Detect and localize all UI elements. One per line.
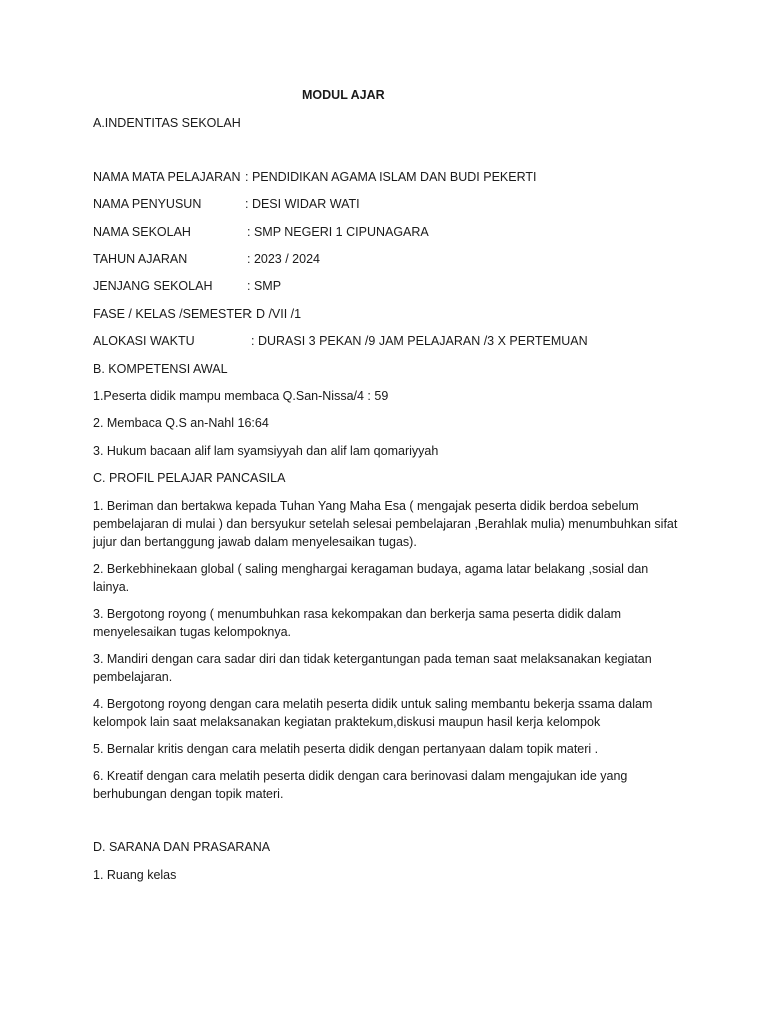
identity-label: FASE / KELAS /SEMESTER	[93, 307, 252, 321]
identity-row-school	[93, 225, 429, 239]
profil-item: 5. Bernalar kritis dengan cara melatih peserta didik dengan pertanyaan dalam topik materi .	[93, 742, 599, 756]
identity-label: NAMA MATA PELAJARAN	[93, 170, 241, 184]
identity-row-time	[93, 334, 588, 348]
identity-value: : 2023 / 2024	[247, 252, 320, 266]
profil-item: 6. Kreatif dengan cara melatih peserta didik dengan cara berinovasi dalam mengajukan ide yang berhubungan dengan topik materi.	[93, 769, 628, 801]
kompetensi-item: 1.Peserta didik mampu membaca Q.San-Nissa/4 : 59	[93, 389, 389, 403]
identity-value: : DURASI 3 PEKAN /9 JAM PELAJARAN /3 X PERTEMUAN	[251, 334, 588, 348]
profil-item: 2. Berkebhinekaan global ( saling menghargai keragaman budaya, agama latar belakang ,sosial dan lainya.	[93, 562, 649, 594]
section-a-heading: A.INDENTITAS SEKOLAH	[93, 116, 241, 130]
profil-item: 1. Beriman dan bertakwa kepada Tuhan Yang Maha Esa ( mengajak peserta didik berdoa sebelum pembelajaran di mulai ) dan bersyukur setelah selesai pembelajaran ,Berahlak mulia) menumbuhkan sifat jujur dan bertanggung jawab dalam menyelesaikan tugas).	[93, 499, 678, 549]
profil-item: 4. Bergotong royong dengan cara melatih peserta didik untuk saling membantu bekerja ssama dalam kelompok lain saat melaksanakan kegiatan praktekum,diskusi maupun hasil kerja kelompok	[93, 697, 653, 729]
identity-value: : SMP NEGERI 1 CIPUNAGARA	[247, 225, 429, 239]
identity-row-subject	[93, 170, 537, 184]
identity-label: ALOKASI WAKTU	[93, 334, 195, 348]
kompetensi-item: 2. Membaca Q.S an-Nahl 16:64	[93, 416, 269, 430]
kompetensi-item: 3. Hukum bacaan alif lam syamsiyyah dan alif lam qomariyyah	[93, 444, 439, 458]
identity-value: : PENDIDIKAN AGAMA ISLAM DAN BUDI PEKERTI	[245, 170, 537, 184]
sarana-item: 1. Ruang kelas	[93, 868, 177, 882]
identity-row-phase	[93, 307, 302, 321]
document-title: MODUL AJAR	[302, 88, 385, 102]
profil-item: 3. Bergotong royong ( menumbuhkan rasa kekompakan dan berkerja sama peserta didik dalam menyelesaikan tugas kelompoknya.	[93, 607, 622, 639]
identity-value: : D /VII /1	[249, 307, 302, 321]
identity-value: : DESI WIDAR WATI	[245, 197, 360, 211]
profil-item: 3. Mandiri dengan cara sadar diri dan tidak ketergantungan pada teman saat melaksanakan kegiatan pembelajaran.	[93, 652, 652, 684]
identity-row-year	[93, 252, 320, 266]
section-c-heading: C. PROFIL PELAJAR PANCASILA	[93, 471, 286, 485]
identity-row-level	[93, 279, 282, 293]
identity-label: NAMA SEKOLAH	[93, 225, 191, 239]
section-b-heading: B. KOMPETENSI AWAL	[93, 362, 228, 376]
identity-value: : SMP	[247, 279, 282, 293]
identity-label: NAMA PENYUSUN	[93, 197, 202, 211]
identity-label: JENJANG SEKOLAH	[93, 279, 213, 293]
identity-row-author	[93, 197, 360, 211]
section-d-heading: D. SARANA DAN PRASARANA	[93, 840, 271, 854]
identity-label: TAHUN AJARAN	[93, 252, 188, 266]
